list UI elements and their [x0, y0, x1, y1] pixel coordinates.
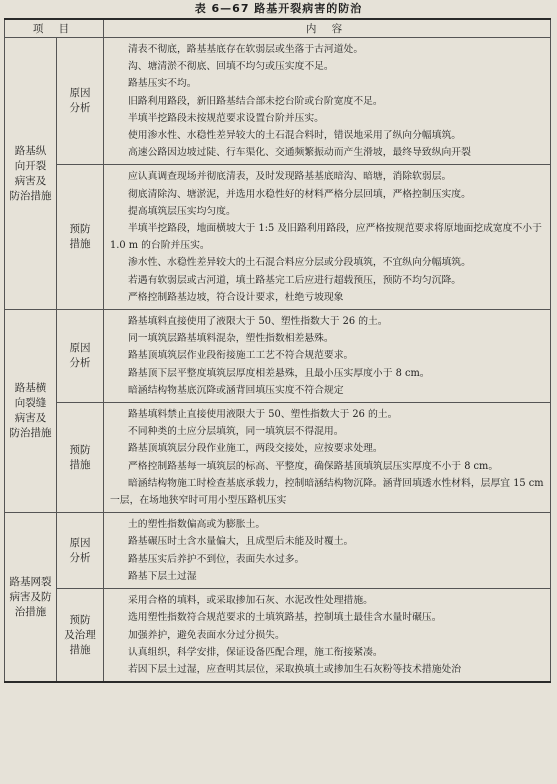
header-row — [5, 19, 551, 38]
content-line: 半填半挖路段，地面横坡大于 1:5 及旧路利用路段，应严格按规范要求将原地面挖成宽度不小于 1.0 m 的台阶并压实。 — [110, 223, 542, 252]
section-name-line: 病害及 — [14, 412, 47, 425]
content-line: 选用塑性指数符合规范要求的土填筑路基，控制填土最佳含水量时碾压。 — [128, 612, 442, 624]
content-line: 暗涵结构物施工时检查基底承载力，控制暗涵结构物沉降。涵背回填透水性材料，层厚宜 15 cm 一层，在场地狭窄时可用小型压路机压实 — [110, 477, 544, 507]
content-line: 沟、塘清淤不彻底、回填不均匀或压实度不足。 — [128, 61, 334, 73]
content-line: 路基顶填筑层分段作业施工，两段交接处，应按要求处理。 — [128, 443, 383, 455]
content-line: 严格控制路基边坡，符合设计要求，杜绝亏坡现象 — [128, 291, 344, 303]
row-label — [57, 38, 104, 165]
row-content — [104, 38, 551, 165]
section-name-line: 向开裂 — [14, 159, 47, 172]
row-label-line: 措施 — [69, 238, 91, 251]
content-line: 路基压实不均。 — [128, 78, 197, 90]
content-line: 提高填筑层压实均匀度。 — [128, 205, 236, 217]
section-name-line: 路基网裂 — [9, 575, 52, 588]
row-label-line: 分析 — [69, 551, 91, 564]
row-label-line: 分析 — [69, 102, 91, 115]
row-label-line: 原因 — [69, 342, 91, 355]
section-name-line: 路基横 — [14, 382, 47, 395]
row-label-line: 预防 — [69, 613, 91, 626]
table-title: 表 6—67 路基开裂病害的防治 — [194, 2, 363, 15]
section-name-line: 治措施 — [14, 605, 47, 618]
header-content: 内 容 — [104, 19, 551, 38]
row-content — [104, 310, 551, 403]
content-line: 若遇有软弱层或古河道，填土路基完工后应进行超载预压，预防不均匀沉降。 — [128, 274, 462, 286]
table-row — [5, 513, 551, 589]
content-line: 高速公路因边坡过陡、行车渠化、交通频繁振动而产生滑坡，最终导致纵向开裂 — [128, 147, 471, 159]
row-label-line: 措施 — [69, 458, 91, 471]
section-name — [5, 38, 57, 310]
content-line: 旧路利用路段，新旧路基结合部未挖台阶或台阶宽度不足。 — [128, 95, 383, 107]
section-name-line: 路基纵 — [14, 144, 47, 157]
row-label — [57, 403, 104, 513]
section-name — [5, 310, 57, 513]
content-line: 采用合格的填料，或采取掺加石灰、水泥改性处理措施。 — [128, 595, 373, 607]
row-label-line: 分析 — [69, 357, 91, 370]
content-line: 路基填料直接使用了液限大于 50、塑性指数大于 26 的土。 — [128, 316, 388, 328]
row-content — [104, 589, 551, 683]
row-label-line: 原因 — [69, 536, 91, 549]
section-name-line: 向裂缝 — [14, 397, 47, 410]
section-name — [5, 513, 57, 682]
content-line: 认真组织，科学安排，保证设备匹配合理，施工衔接紧凑。 — [128, 646, 383, 658]
content-line: 暗涵结构物基底沉降或涵背回填压实度不符合规定 — [128, 384, 344, 396]
content-line: 同一填筑层路基填料混杂，塑性指数相差悬殊。 — [128, 333, 334, 345]
table-row — [5, 38, 551, 165]
row-label-line: 预防 — [69, 223, 91, 236]
content-line: 半填半挖路段未按规范要求设置台阶并压实。 — [128, 112, 324, 124]
table-row — [5, 403, 551, 513]
table-row — [5, 589, 551, 683]
content-line: 不同种类的土应分层填筑，同一填筑层不得混用。 — [128, 426, 344, 438]
row-content — [104, 403, 551, 513]
row-label — [57, 165, 104, 310]
content-line: 应认真调查现场并彻底清表，及时发现路基基底暗沟、暗塘，消除软弱层。 — [128, 171, 452, 183]
header-item: 项 目 — [5, 19, 104, 38]
content-line: 路基填料禁止直接使用液限大于 50、塑性指数大于 26 的土。 — [128, 409, 398, 421]
content-line: 加强养护，避免表面水分过分损失。 — [128, 629, 285, 641]
row-label-line: 措施 — [69, 643, 91, 656]
section-name-line: 防治措施 — [9, 427, 52, 440]
row-label — [57, 589, 104, 683]
defect-table — [4, 18, 551, 683]
section-name-line: 病害及 — [14, 174, 47, 187]
table-body — [5, 38, 551, 683]
section-name-line: 病害及防 — [9, 590, 52, 603]
content-line: 路基顶下层平整度填筑层厚度相差悬殊，且最小压实厚度小于 8 cm。 — [128, 367, 430, 379]
content-line: 路基压实后养护不到位，表面失水过多。 — [128, 553, 305, 565]
content-line: 土的塑性指数偏高或为膨胀土。 — [128, 519, 266, 531]
row-label-line: 及治理 — [64, 628, 96, 641]
row-content — [104, 165, 551, 310]
content-line: 路基下层土过湿 — [128, 570, 197, 582]
row-content — [104, 513, 551, 589]
content-line: 彻底清除沟、塘淤泥，并选用水稳性好的材料严格分层回填，严格控制压实度。 — [128, 188, 471, 200]
row-label — [57, 513, 104, 589]
table-row — [5, 310, 551, 403]
row-label-line: 原因 — [69, 87, 91, 100]
section-name-line: 防治措施 — [9, 189, 52, 202]
content-line: 路基碾压时土含水量偏大，且成型后未能及时覆土。 — [128, 536, 354, 548]
content-line: 清表不彻底，路基基底存在软弱层或坐落于古河道处。 — [128, 44, 364, 55]
content-line: 路基顶填筑层作业段衔接施工工艺不符合规范要求。 — [128, 350, 354, 362]
content-line: 渗水性、水稳性差异较大的土石混合料应分层或分段填筑，不宜纵向分幅填筑。 — [128, 257, 471, 269]
content-line: 使用渗水性、水稳性差异较大的土石混合料时，错误地采用了纵向分幅填筑。 — [128, 130, 462, 142]
row-label — [57, 310, 104, 403]
table-row — [5, 165, 551, 310]
content-line: 严格控制路基每一填筑层的标高、平整度，确保路基顶填筑层压实厚度不小于 8 cm。 — [128, 460, 499, 472]
row-label-line: 预防 — [69, 443, 91, 456]
content-line: 若因下层土过湿，应查明其层位，采取换填土或掺加生石灰粉等技术措施处治 — [128, 663, 462, 675]
